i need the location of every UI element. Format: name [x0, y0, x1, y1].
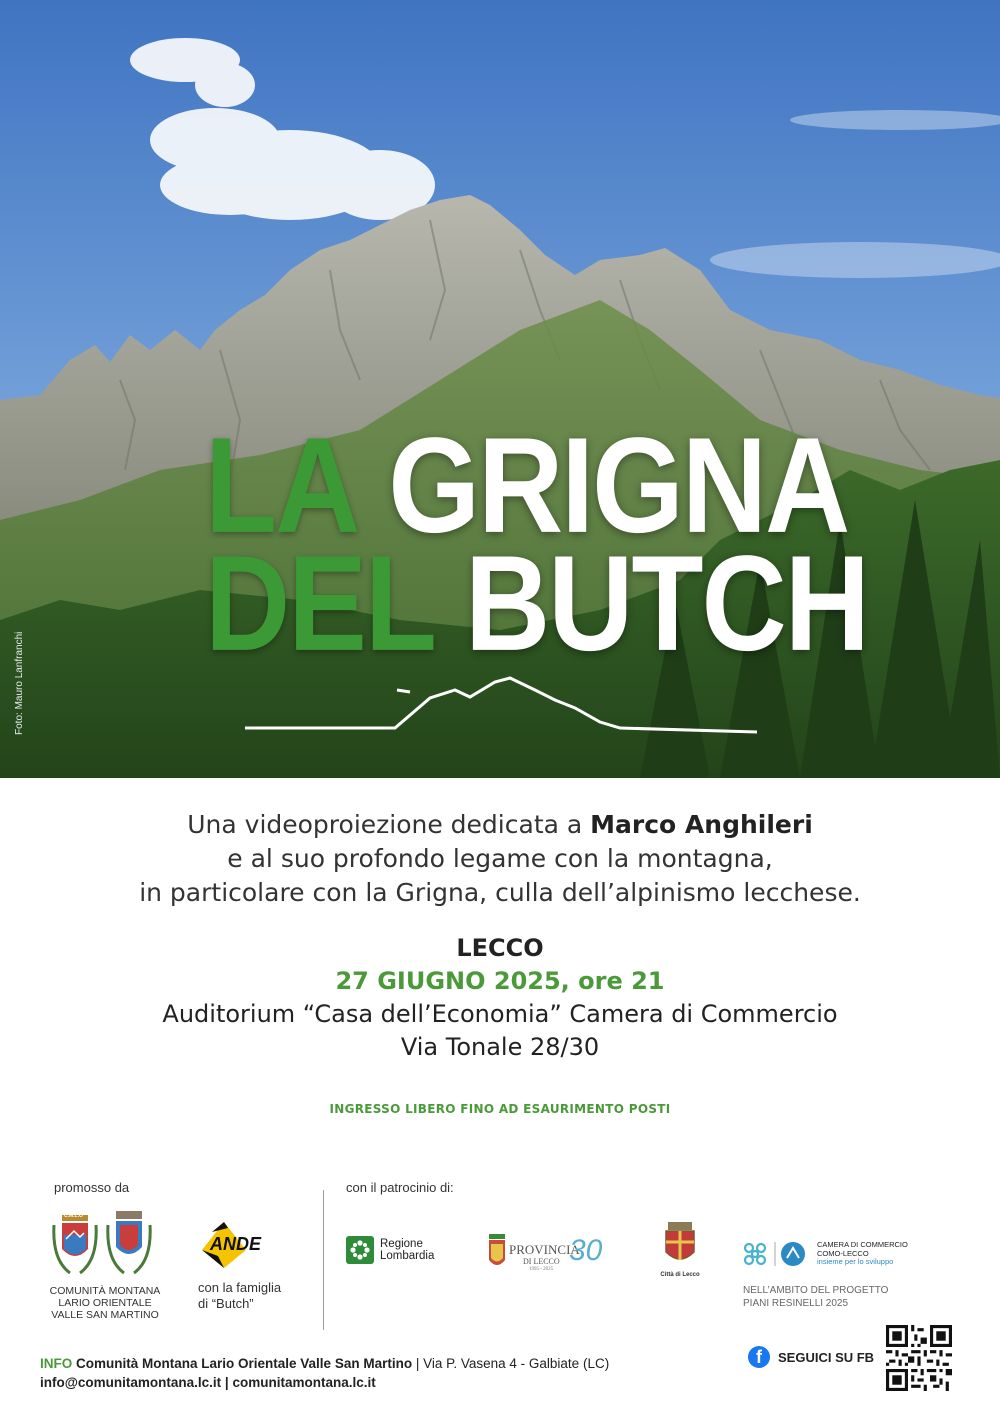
title-la: LA	[205, 409, 359, 562]
info-label: INFO	[40, 1356, 73, 1371]
lecco-crest-icon	[662, 1222, 698, 1266]
camera-text	[817, 1241, 908, 1267]
provincia-years: 1995 - 2025	[529, 1267, 554, 1272]
progetto-line2: PIANI RESINELLI 2025	[743, 1298, 849, 1309]
event-details	[0, 932, 1000, 1064]
footer-email[interactable]: info@comunitamontana.lc.it	[40, 1375, 222, 1390]
progetto-note	[743, 1284, 888, 1310]
facebook-label: SEGUICI SU FB	[778, 1349, 875, 1365]
camera-commercio-logo	[741, 1240, 908, 1268]
desc-name: Marco Anghileri	[590, 810, 813, 839]
photo-credit: Foto: Mauro Lanfranchi	[14, 631, 25, 735]
vertical-divider	[323, 1190, 324, 1330]
citta-text: Città di Lecco	[660, 1272, 700, 1278]
event-date: 27 GIUGNO 2025, ore 21	[335, 967, 665, 995]
progetto-line1: NELL’AMBITO DEL PROGETTO	[743, 1285, 889, 1296]
title-line-2	[205, 527, 868, 680]
provincia-name: PROVINCIA	[509, 1242, 580, 1257]
camera-commercio-icon	[741, 1240, 811, 1268]
desc-line3: in particolare con la Grigna, culla dell’alpinismo lecchese.	[139, 878, 861, 907]
desc-line1-prefix: Una videoproiezione dedicata a	[187, 810, 591, 839]
cm-name-line1: COMUNITÀ MONTANA	[49, 1285, 161, 1297]
facebook-icon: f	[748, 1346, 770, 1368]
citta-lecco-logo	[656, 1222, 704, 1278]
comunita-montana-logo	[50, 1205, 154, 1283]
camera-line2: COMO-LECCO	[817, 1248, 869, 1258]
footer-separator: |	[221, 1375, 233, 1390]
promoted-by-label: promosso da	[54, 1180, 130, 1195]
desc-line2: e al suo profondo legame con la montagna,	[227, 844, 773, 873]
regione-lombardia-logo	[346, 1236, 434, 1264]
regione-line1: Regione	[380, 1238, 423, 1250]
camera-tag: insieme per lo sviluppo	[817, 1257, 894, 1267]
free-entry-note: INGRESSO LIBERO FINO AD ESAURIMENTO POSTI	[329, 1102, 671, 1116]
cm-name	[40, 1285, 170, 1321]
info-org: Comunità Montana Lario Orientale Valle San Martino	[76, 1356, 413, 1371]
event-venue: Auditorium “Casa dell’Economia” Camera di Commercio	[162, 1000, 838, 1028]
facebook-follow[interactable]	[748, 1346, 874, 1368]
qr-code-icon[interactable]	[886, 1325, 952, 1391]
footer-website[interactable]: comunitamontana.lc.it	[232, 1375, 376, 1390]
cm-badge: C.M.L.O	[64, 1213, 83, 1219]
provincia-crest-icon	[487, 1234, 507, 1270]
regione-text	[380, 1238, 434, 1262]
provincia-sub: DI LECCO	[523, 1257, 560, 1266]
cm-name-line3: VALLE SAN MARTINO	[51, 1309, 159, 1321]
family-line2: di “Butch”	[198, 1296, 254, 1311]
provincia-30: 30	[569, 1234, 603, 1267]
title-butch: BUTCH	[465, 527, 868, 680]
title-del: DEL	[205, 527, 435, 680]
cm-name-line2: LARIO ORIENTALE	[58, 1297, 152, 1309]
patronage-label: con il patrocinio di:	[346, 1180, 454, 1195]
family-note	[198, 1280, 281, 1312]
event-title	[205, 409, 868, 680]
regione-line2: Lombardia	[380, 1250, 435, 1262]
event-city: LECCO	[456, 934, 544, 962]
rosa-camuna-icon	[346, 1236, 374, 1264]
event-address: Via Tonale 28/30	[400, 1033, 600, 1061]
ande-text: ANDE	[210, 1234, 262, 1254]
ande-logo	[198, 1216, 282, 1272]
footer-info	[40, 1354, 609, 1392]
title-grigna: GRIGNA	[388, 409, 849, 562]
description	[0, 808, 1000, 910]
provincia-lecco-logo	[487, 1234, 602, 1278]
family-line1: con la famiglia	[198, 1280, 282, 1295]
camera-line1: CAMERA DI COMMERCIO	[817, 1240, 908, 1250]
info-address: | Via P. Vasena 4 - Galbiate (LC)	[412, 1356, 610, 1371]
